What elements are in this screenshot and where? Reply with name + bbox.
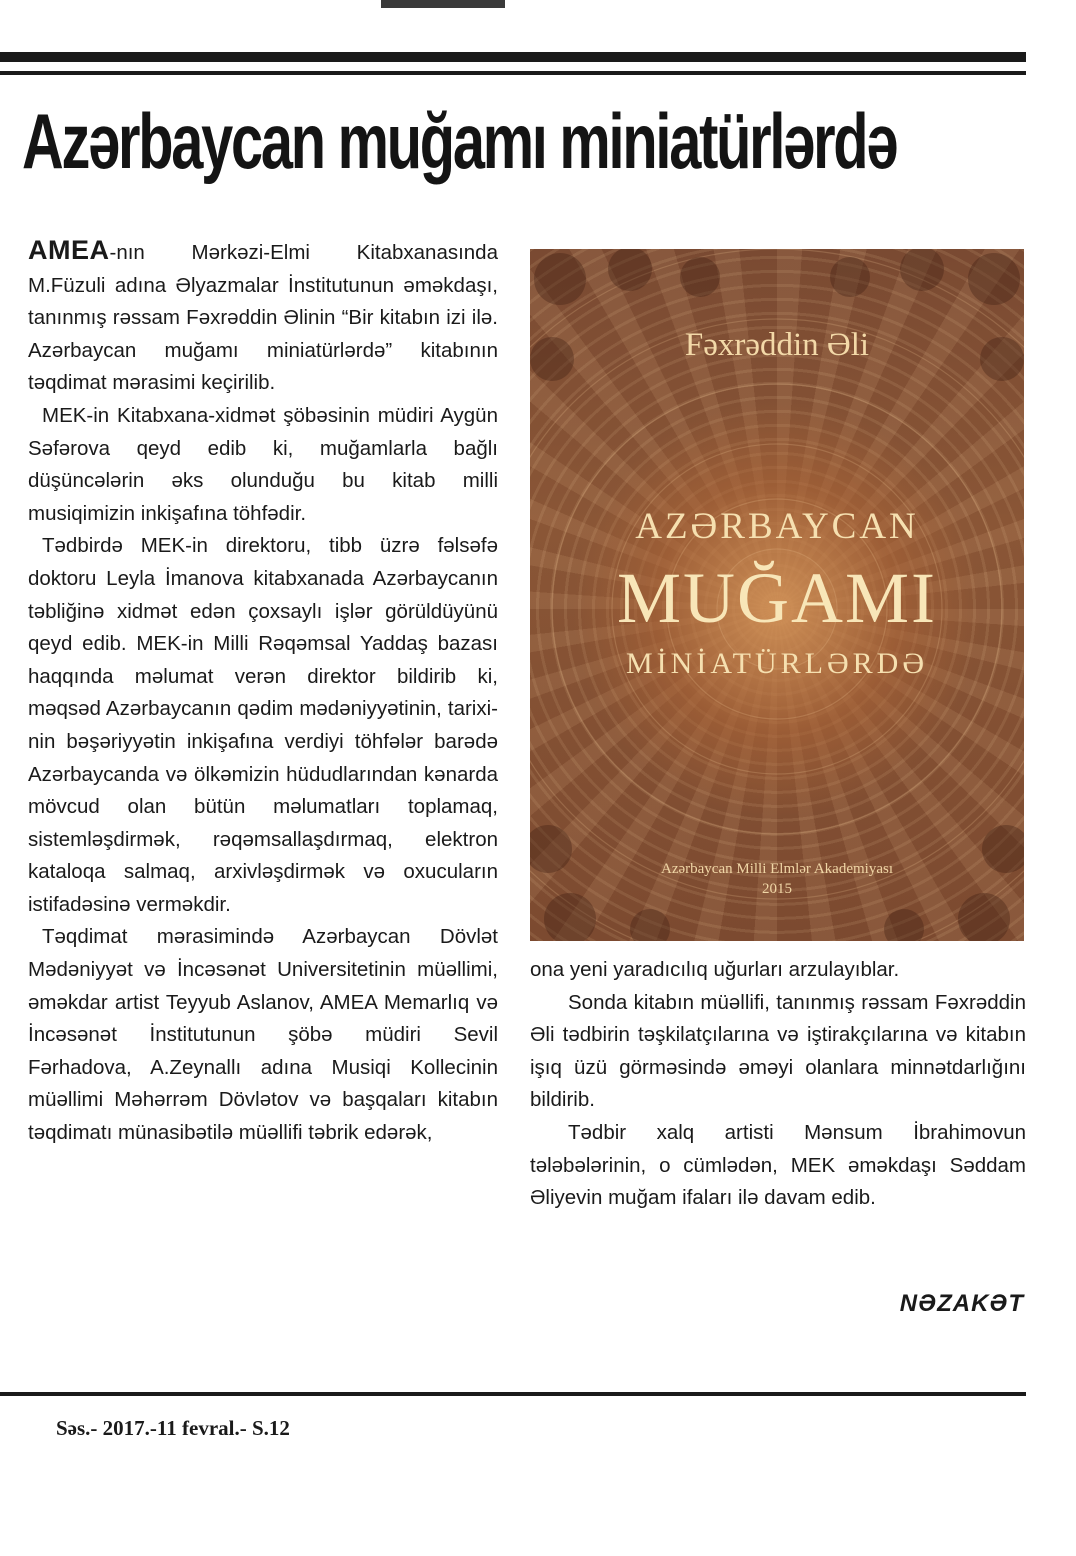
lead-word: AMEA: [28, 235, 110, 265]
paragraph-6: Sonda kitabın müəllifi, tanınmış rəssam Fəxrəddin Əli tədbirin təşkilatçılarına və iştirakçılarına və kitabın işıq üzü görməsində əməyi olanlara minnətdarlığını bildirib.: [530, 990, 1026, 1112]
cover-year: 2015: [762, 881, 792, 897]
cover-author: Fəxrəddin Əli: [684, 327, 870, 363]
right-column: [530, 954, 1026, 1215]
paragraph-7: Tədbir xalq artisti Mənsum İbrahimovun tələbələrinin, o cümlədən, MEK əməkdaşı Səddam Əliyevin muğam ifaları ilə davam edib.: [530, 1120, 1026, 1210]
paragraph-1: [28, 234, 498, 400]
cover-title-line3: MİNİATÜRLƏRDƏ: [626, 647, 928, 680]
paragraph-1-text: -nın Mərkəzi-Elmi Kitabxanasında M.Füzuli adına Əlyazmalar İnstitutunun əməkdaşı, tanınmış rəssam Fəxrəddin Əlinin “Bir kitabın izi ilə. Azərbaycan muğamı miniatürlərdə” kitabının təqdimat mərasimi keçirilib.: [28, 241, 498, 395]
top-tab-marker: [381, 0, 505, 8]
cover-title-line1: AZƏRBAYCAN: [635, 506, 919, 547]
paragraph-4: Təqdimat mərasimində Azərbaycan Dövlət Mədəniyyət və İncəsənət Universitetinin müəllimi, əməkdar artist Teyyub Aslanov, AMEA Memarlıq və İncəsənət İnstitutunun şöbə müdiri Sevil Fərhadova, A.Zeynallı adına Musiqi Kollecinin müəllimi Məhərrəm Dövlətov və başqaları kitabın təqdimatı münasibətilə müəllifi təbrik edərək,: [28, 925, 498, 1145]
paragraph-3: Tədbirdə MEK-in direktoru, tibb üzrə fəlsəfə doktoru Leyla İmanova kitabxanada Azərbaycanın təbliğinə xidmət edən çoxsaylı işlər görüldüyünü qeyd edib. MEK-in Milli Rəqəmsal Yaddaş bazası haqqında məlumat verən direktor bildirib ki, məqsəd Azərbaycanın qədim mədəniyyətinin, tarixinin bəşəriyyətin inkişafına verdiyi töhfələr barədə Azərbaycanda və ölkəmizin hüdudlarından kənarda mövcud olan bütün məlumatları toplamaq, sistemləşdirmək, rəqəmsallaşdırmaq, elektron kataloqa salmaq, arxivləşdirmək və oxucuların istifadəsinə verməkdir.: [28, 534, 498, 916]
source-citation: Səs.- 2017.-11 fevral.- S.12: [56, 1416, 290, 1440]
article-headline: Azərbaycan muğamı miniatürlərdə: [22, 97, 897, 185]
paragraph-2: MEK-in Kitabxana-xidmət şöbəsinin müdiri Aygün Səfərova qeyd edib ki, muğamlarla bağlı düşüncələrin əks olunduğu bu kitab milli musiqimizin inkişafına töhfədir.: [28, 403, 498, 525]
author-byline: NƏZAKƏT: [899, 1290, 1024, 1317]
paragraph-5: ona yeni yaradıcılıq uğurları arzulayıblar.: [530, 958, 900, 981]
header-rule-thick: [0, 52, 1026, 62]
left-column: [28, 234, 498, 1150]
footer-rule: [0, 1392, 1026, 1396]
cover-title-line2: MUĞAMI: [616, 558, 937, 638]
header-rule-thin: [0, 71, 1026, 75]
cover-publisher: Azərbaycan Milli Elmlər Akademiyası: [660, 861, 893, 877]
book-cover-image: [530, 249, 1024, 941]
